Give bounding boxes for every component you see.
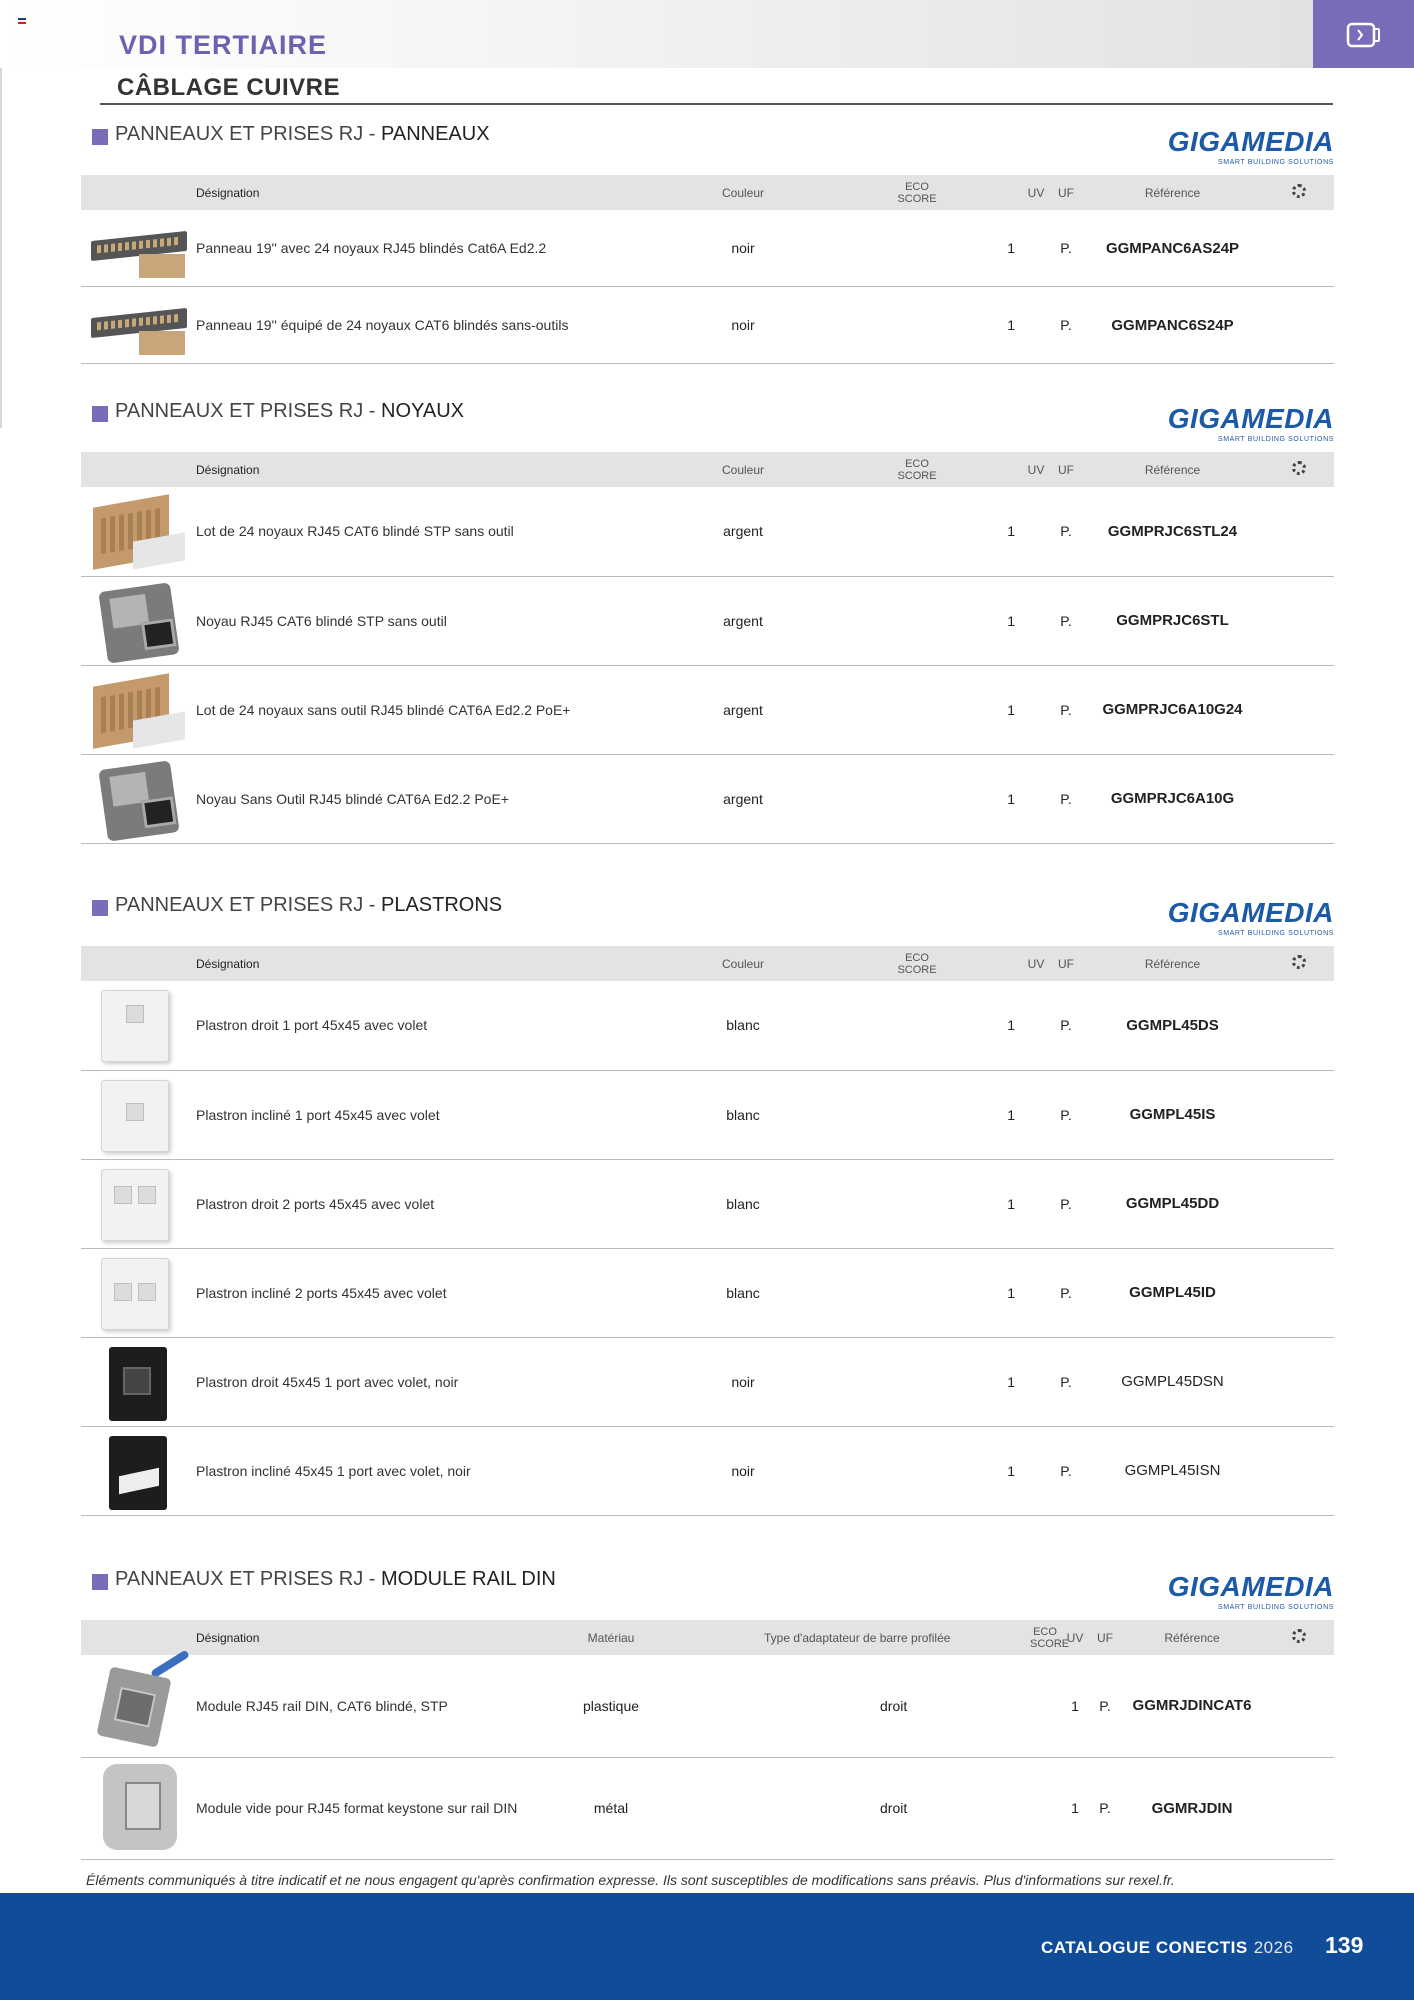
- uv: 1: [813, 287, 1021, 364]
- product-table: [81, 175, 1334, 364]
- section-header: [81, 886, 1334, 946]
- designation: Lot de 24 noyaux RJ45 CAT6 blindé STP sans outil: [196, 487, 673, 576]
- uf: P.: [1051, 576, 1081, 665]
- table-row[interactable]: [81, 1070, 1334, 1159]
- col-uf: UF: [1058, 185, 1074, 200]
- section-noyaux: [81, 392, 1334, 844]
- col-designation: Désignation: [196, 185, 260, 200]
- couleur: blanc: [673, 1159, 813, 1248]
- table-row[interactable]: [81, 210, 1334, 287]
- eco-gear-icon: [1292, 1629, 1306, 1643]
- couleur: argent: [673, 487, 813, 576]
- col-couleur: Couleur: [721, 956, 765, 971]
- product-image: [81, 1159, 196, 1248]
- product-image: [81, 287, 196, 364]
- designation: Panneau 19'' avec 24 noyaux RJ45 blindés Cat6A Ed2.2: [196, 210, 673, 287]
- uv: 1: [813, 1337, 1021, 1426]
- uv: 1: [813, 981, 1021, 1070]
- section-header: [81, 1560, 1334, 1620]
- section-bullet: [92, 406, 108, 422]
- table-row[interactable]: [81, 754, 1334, 843]
- reference: GGMPL45DSN: [1081, 1337, 1264, 1426]
- product-image: [81, 1426, 196, 1515]
- corner-tab: [1313, 0, 1414, 68]
- materiau: métal: [558, 1757, 664, 1859]
- uv: 1: [813, 1159, 1021, 1248]
- designation: Plastron incliné 1 port 45x45 avec volet: [196, 1070, 673, 1159]
- uv: 1: [813, 487, 1021, 576]
- designation: Noyau RJ45 CAT6 blindé STP sans outil: [196, 576, 673, 665]
- uv: 1: [813, 1248, 1021, 1337]
- section-heading: PANNEAUX ET PRISES RJ - PANNEAUX: [115, 123, 490, 145]
- table-row[interactable]: [81, 287, 1334, 364]
- section-plastrons: [81, 886, 1334, 1516]
- uv: 1: [813, 754, 1021, 843]
- col-uv: UV: [1027, 462, 1045, 477]
- designation: Lot de 24 noyaux sans outil RJ45 blindé CAT6A Ed2.2 PoE+: [196, 665, 673, 754]
- col-couleur: Couleur: [721, 185, 765, 200]
- designation: Plastron incliné 45x45 1 port avec volet, noir: [196, 1426, 673, 1515]
- uf: P.: [1051, 754, 1081, 843]
- product-image: [81, 1070, 196, 1159]
- table-row[interactable]: [81, 981, 1334, 1070]
- materiau: plastique: [558, 1655, 664, 1757]
- white-plate-image: [101, 1258, 169, 1330]
- reference: GGMPL45ISN: [1081, 1426, 1264, 1515]
- couleur: blanc: [673, 981, 813, 1070]
- uv: 1: [813, 1070, 1021, 1159]
- gigamedia-logo: GIGAMEDIA SMART BUILDING SOLUTIONS: [1167, 403, 1334, 443]
- uf: P.: [1090, 1655, 1120, 1757]
- reference: GGMPRJC6STL24: [1081, 487, 1264, 576]
- designation: Noyau Sans Outil RJ45 blindé CAT6A Ed2.2 PoE+: [196, 754, 673, 843]
- uv: 1: [813, 576, 1021, 665]
- col-reference: Référence: [1144, 462, 1201, 477]
- couleur: argent: [673, 754, 813, 843]
- page-number: 139: [1325, 1932, 1364, 1958]
- reference: GGMPL45IS: [1081, 1070, 1264, 1159]
- designation: Plastron incliné 2 ports 45x45 avec volet: [196, 1248, 673, 1337]
- reference: GGMPL45ID: [1081, 1248, 1264, 1337]
- table-row[interactable]: [81, 1655, 1334, 1757]
- section-module-rail-din: [81, 1560, 1334, 1860]
- reference: GGMPRJC6A10G24: [1081, 665, 1264, 754]
- col-reference: Référence: [1144, 956, 1201, 971]
- product-image: [81, 1655, 196, 1757]
- col-reference: Référence: [1144, 185, 1201, 200]
- reference: GGMPANC6AS24P: [1081, 210, 1264, 287]
- col-eco-score: ECO SCORE: [1030, 1625, 1070, 1650]
- type-adaptateur: droit: [664, 1655, 1030, 1757]
- col-designation: Désignation: [196, 956, 260, 971]
- eco-gear-icon: [1292, 955, 1306, 969]
- catalogue-label: CATALOGUE CONECTIS 2026: [1041, 1938, 1294, 1957]
- white-plate-image: [101, 1169, 169, 1241]
- uv: 1: [813, 210, 1021, 287]
- product-image: [81, 981, 196, 1070]
- uv: 1: [1060, 1655, 1090, 1757]
- table-header: [81, 452, 1334, 487]
- col-uf: UF: [1058, 956, 1074, 971]
- col-reference: Référence: [1164, 1630, 1220, 1645]
- section-bullet: [92, 900, 108, 916]
- keystone-jack-image: [98, 760, 179, 841]
- designation: Module RJ45 rail DIN, CAT6 blindé, STP: [196, 1655, 558, 1757]
- footer-band: [0, 1893, 1414, 2000]
- col-eco-score: ECO SCORE: [897, 951, 937, 976]
- table-header: [81, 175, 1334, 210]
- uf: P.: [1051, 487, 1081, 576]
- section-bullet: [92, 129, 108, 145]
- reference: GGMRJDIN: [1120, 1757, 1264, 1859]
- section-bullet: [92, 1574, 108, 1590]
- section-heading: PANNEAUX ET PRISES RJ - PLASTRONS: [115, 894, 503, 916]
- uf: P.: [1051, 1159, 1081, 1248]
- section-heading: PANNEAUX ET PRISES RJ - NOYAUX: [115, 400, 464, 422]
- col-type-adaptateur: Type d'adaptateur de barre profilée: [764, 1630, 951, 1645]
- gigamedia-logo: GIGAMEDIA SMART BUILDING SOLUTIONS: [1167, 126, 1334, 166]
- uf: P.: [1051, 1248, 1081, 1337]
- din-module-image: [96, 1666, 171, 1747]
- product-image: [81, 1757, 196, 1859]
- gigamedia-logo: GIGAMEDIA SMART BUILDING SOLUTIONS: [1167, 897, 1334, 937]
- table-row[interactable]: [81, 1757, 1334, 1859]
- eco-gear-icon: [1292, 461, 1306, 475]
- gigamedia-logo: GIGAMEDIA SMART BUILDING SOLUTIONS: [1167, 1571, 1334, 1611]
- col-uv: UV: [1066, 1630, 1084, 1645]
- black-plate-image: [109, 1436, 167, 1510]
- uf: P.: [1051, 665, 1081, 754]
- cable-icon: [1346, 20, 1382, 50]
- uf: P.: [1051, 1426, 1081, 1515]
- flag-icon: [18, 18, 26, 24]
- black-plate-image: [109, 1347, 167, 1421]
- reference: GGMPRJC6STL: [1081, 576, 1264, 665]
- col-uv: UV: [1027, 956, 1045, 971]
- table-header: [81, 1620, 1334, 1655]
- couleur: blanc: [673, 1070, 813, 1159]
- table-row[interactable]: [81, 487, 1334, 576]
- product-image: [81, 576, 196, 665]
- col-materiau: Matériau: [587, 1630, 635, 1645]
- table-row[interactable]: [81, 1426, 1334, 1515]
- section-panneaux: [81, 115, 1334, 364]
- section-title: VDI TERTIAIRE: [119, 30, 328, 60]
- section-heading: PANNEAUX ET PRISES RJ - MODULE RAIL DIN: [115, 1568, 556, 1590]
- uf: P.: [1051, 210, 1081, 287]
- product-table: [81, 452, 1334, 844]
- table-row[interactable]: [81, 1159, 1334, 1248]
- product-image: [81, 1248, 196, 1337]
- designation: Plastron droit 2 ports 45x45 avec volet: [196, 1159, 673, 1248]
- designation: Plastron droit 45x45 1 port avec volet, noir: [196, 1337, 673, 1426]
- uv: 1: [813, 665, 1021, 754]
- product-image: [81, 1337, 196, 1426]
- couleur: argent: [673, 665, 813, 754]
- reference: GGMPANC6S24P: [1081, 287, 1264, 364]
- reference: GGMPL45DD: [1081, 1159, 1264, 1248]
- section-header: [81, 115, 1334, 175]
- section-header: [81, 392, 1334, 452]
- table-row[interactable]: [81, 1337, 1334, 1426]
- couleur: noir: [673, 287, 813, 364]
- din-empty-module-image: [103, 1764, 177, 1850]
- uf: P.: [1090, 1757, 1120, 1859]
- col-eco-score: ECO SCORE: [897, 457, 937, 482]
- couleur: noir: [673, 1426, 813, 1515]
- couleur: argent: [673, 576, 813, 665]
- table-row[interactable]: [81, 1248, 1334, 1337]
- eco-gear-icon: [1292, 184, 1306, 198]
- product-table: [81, 1620, 1334, 1860]
- table-row[interactable]: [81, 576, 1334, 665]
- col-uf: UF: [1058, 462, 1074, 477]
- table-row[interactable]: [81, 665, 1334, 754]
- catalogue-year: 2026: [1253, 1938, 1294, 1957]
- reference: GGMRJDINCAT6: [1120, 1655, 1264, 1757]
- product-image: [81, 210, 196, 287]
- uf: P.: [1051, 981, 1081, 1070]
- uv: 1: [813, 1426, 1021, 1515]
- uf: P.: [1051, 1070, 1081, 1159]
- type-adaptateur: droit: [664, 1757, 1030, 1859]
- uf: P.: [1051, 1337, 1081, 1426]
- table-header: [81, 946, 1334, 981]
- product-image: [81, 665, 196, 754]
- reference: GGMPRJC6A10G: [1081, 754, 1264, 843]
- designation: Panneau 19'' équipé de 24 noyaux CAT6 blindés sans-outils: [196, 287, 673, 364]
- col-designation: Désignation: [196, 1630, 260, 1645]
- keystone-jack-image: [98, 582, 179, 663]
- product-image: [81, 487, 196, 576]
- designation: Module vide pour RJ45 format keystone sur rail DIN: [196, 1757, 558, 1859]
- col-uf: UF: [1097, 1630, 1113, 1645]
- margin-rule: [0, 68, 2, 428]
- col-uv: UV: [1027, 185, 1045, 200]
- subsection-title: CÂBLAGE CUIVRE: [117, 74, 341, 101]
- title-divider: [100, 103, 1333, 105]
- couleur: noir: [673, 210, 813, 287]
- couleur: blanc: [673, 1248, 813, 1337]
- disclaimer: Éléments communiqués à titre indicatif et ne nous engagent qu'après confirmation expresse. Ils sont susceptibles de modifications sans préavis. Plus d'informations sur rexel.fr.: [86, 1872, 1175, 1888]
- designation: Plastron droit 1 port 45x45 avec volet: [196, 981, 673, 1070]
- col-eco-score: ECO SCORE: [897, 180, 937, 205]
- uf: P.: [1051, 287, 1081, 364]
- col-couleur: Couleur: [721, 462, 765, 477]
- uv: 1: [1060, 1757, 1090, 1859]
- couleur: noir: [673, 1337, 813, 1426]
- white-plate-image: [101, 990, 169, 1062]
- col-designation: Désignation: [196, 462, 260, 477]
- reference: GGMPL45DS: [1081, 981, 1264, 1070]
- product-image: [81, 754, 196, 843]
- product-table: [81, 946, 1334, 1516]
- white-plate-image: [101, 1080, 169, 1152]
